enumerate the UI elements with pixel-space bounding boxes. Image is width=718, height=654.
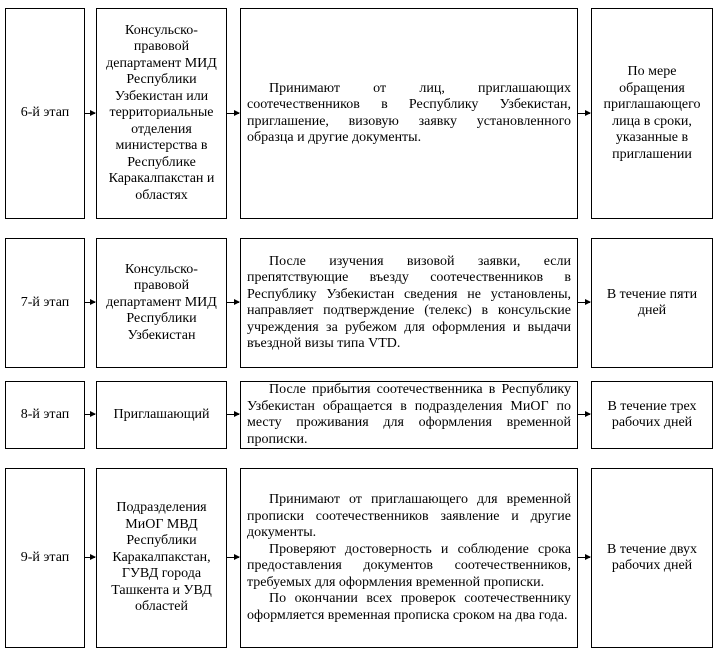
stage-6-actor: Консульско-правовой департамент МИД Республики Узбекистан или территориальные отделения министерства в Республике Каракалпакстан и областях [106,22,217,203]
stage-7-arrow-2 [227,302,239,303]
stage-7-arrow-3 [578,302,590,303]
stage-6-action-p1: Принимают от лиц, приглашающих соотечественников в Республику Узбекистан, приглашение, визовую заявку установленного образца и другие документы. [247,80,571,145]
stage-7-term: В течение пяти дней [606,286,698,318]
stage-7-actor-box [96,238,227,368]
stage-7-term-box [591,238,713,368]
stage-9-action-box [240,468,578,648]
stage-6-arrow-1 [85,113,95,114]
stage-7-action-box [240,238,578,368]
stage-6-label-box [5,8,85,219]
stage-8-arrow-1 [85,414,95,415]
stage-9-actor-box [96,468,227,648]
stage-7-label-box [5,238,85,368]
stage-6-label: 6-й этап [20,105,70,121]
stage-8-arrow-2 [227,414,239,415]
stage-9-term: В течение двух рабочих дней [606,541,698,573]
stage-9-arrow-1 [85,557,95,558]
stage-6-actor-box [96,8,227,219]
stage-8-label: 8-й этап [20,406,70,422]
stage-9-action-p3: По окончании всех проверок соотечественнику оформляется временная прописка сроком на два года. [247,591,571,623]
stage-9-actor: Подразделения МиОГ МВД Республики Каракалпакстан, ГУВД города Ташкента и УВД областей [111,500,212,615]
stage-9-action-p1: Принимают от приглашающего для временной прописки соотечественников заявление и другие документы. [247,492,571,540]
stage-9-term-box [591,468,713,648]
stage-9-action-p2: Проверяют достоверность и соблюдение срока предоставления документов соотечественников, требуемых для оформления временной прописки. [247,541,571,590]
stage-7-arrow-1 [85,302,95,303]
stage-6-arrow-3 [578,113,590,114]
stage-8-actor: Приглашающий [113,406,210,422]
stage-8-term-box [591,381,713,449]
stage-8-label-box [5,381,85,449]
stage-9-label-box [5,468,85,648]
stage-9-arrow-2 [227,557,239,558]
stage-6-term-box [591,8,713,219]
stage-9-label: 9-й этап [20,549,70,565]
stage-6-term: По мере обращения приглашающего лица в сроки, указанные в приглашении [603,64,701,162]
stage-6-action-box [240,8,578,219]
stage-8-action-p1: После прибытия соотечественника в Республику Узбекистан обращается в подразделения МиОГ по месту проживания для оформления временной прописки. [247,382,571,447]
stage-7-action-p1: После изучения визовой заявки, если препятствующие въезду соотечественников в Республику Узбекистан сведения не установлены, направляет подтверждение (телекс) в консульские учреждения за рубежом для оформления и выдачи въездной визы типа VTD. [247,253,571,351]
stage-7-label: 7-й этап [20,294,70,310]
stage-8-actor-box [96,381,227,449]
stage-9-arrow-3 [578,557,590,558]
stage-6-arrow-2 [227,113,239,114]
stage-8-action-box [240,381,578,449]
stage-8-arrow-3 [578,414,590,415]
stage-8-term: В течение трех рабочих дней [607,398,697,430]
stage-7-actor: Консульско-правовой департамент МИД Республики Узбекистан [106,261,217,343]
